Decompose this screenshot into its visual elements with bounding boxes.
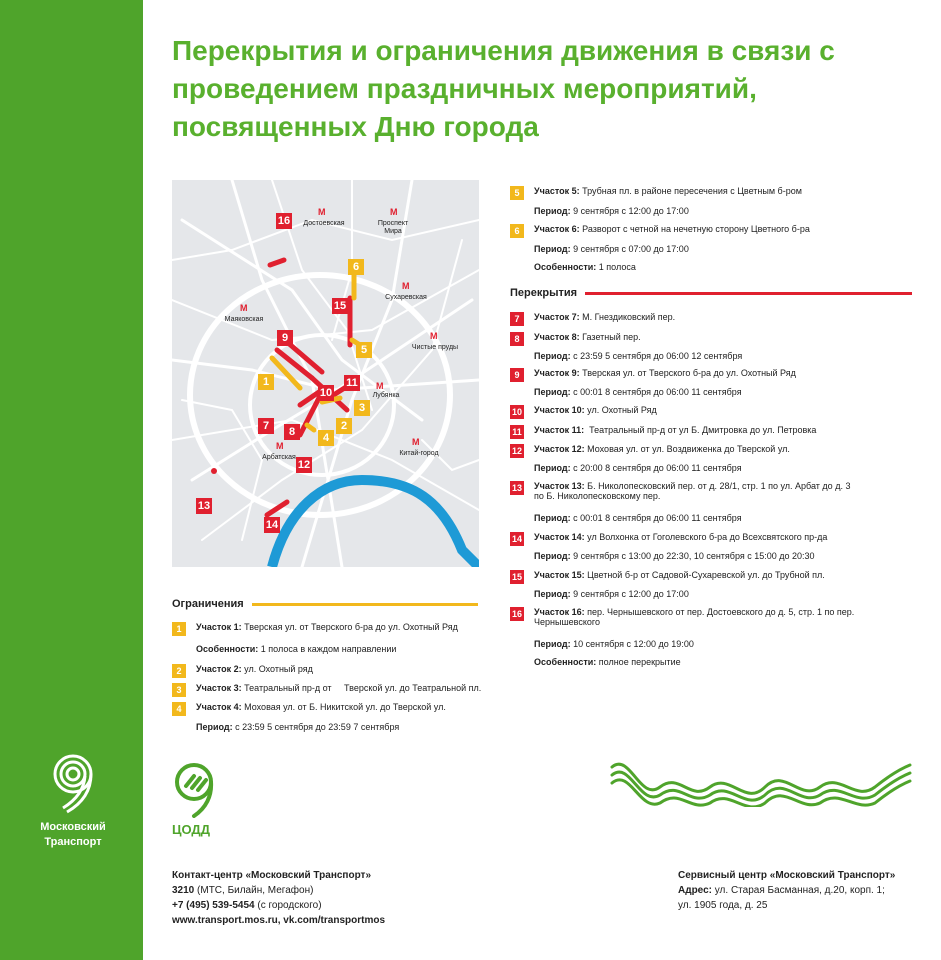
metro-icon: М <box>402 281 410 291</box>
list-item <box>510 570 910 589</box>
list-item <box>510 186 910 206</box>
section-number-badge: 8 <box>510 332 524 346</box>
detail-value: 1 полоса в каждом направлении <box>260 644 397 654</box>
section-title: Участок 13: <box>534 481 585 491</box>
detail-value: 9 сентября с 07:00 до 17:00 <box>573 244 689 254</box>
detail-key: Период: <box>534 387 571 397</box>
service-center-block <box>678 868 918 913</box>
section-detail <box>510 513 910 532</box>
detail-key: Особенности: <box>534 262 597 272</box>
section-text: ул Волхонка от Гоголевского б-ра до Всехсвятского пр-да <box>587 532 828 542</box>
detail-key: Период: <box>534 589 571 599</box>
map-marker-2: 2 <box>336 418 352 434</box>
detail-value: 10 сентября с 12:00 до 19:00 <box>573 639 694 649</box>
section-number-badge: 2 <box>172 664 186 678</box>
section-number-badge: 16 <box>511 609 522 619</box>
section-number-badge: 1 <box>172 622 186 636</box>
metro-icon: М <box>276 441 284 451</box>
metro-icon: М <box>376 381 384 391</box>
section-title: Участок 1: <box>196 622 242 632</box>
list-item <box>172 664 502 683</box>
map-marker-11: 11 <box>344 375 360 391</box>
section-text: ул. Охотный Ряд <box>587 405 657 415</box>
section-title: Участок 11: <box>534 425 585 435</box>
detail-key: Период: <box>534 639 571 649</box>
map-marker-3: 3 <box>354 400 370 416</box>
detail-key: Период: <box>534 206 571 216</box>
section-title: Участок 8: <box>534 332 580 342</box>
map-marker-7: 7 <box>258 418 274 434</box>
list-item <box>510 332 910 351</box>
detail-value: с 23:59 5 сентября до 23:59 7 сентября <box>235 722 400 732</box>
codd-label: ЦОДД <box>172 822 210 837</box>
section-number-badge: 6 <box>510 224 524 238</box>
map-marker-14: 14 <box>265 519 279 531</box>
detail-key: Особенности: <box>196 644 259 654</box>
section-text: Тверская ул. от Тверского б-ра до ул. Охотный Ряд <box>244 622 458 632</box>
list-item <box>172 702 502 722</box>
section-detail <box>510 551 910 570</box>
map-marker-13: 13 <box>197 500 211 512</box>
detail-value: 9 сентября с 12:00 до 17:00 <box>573 589 689 599</box>
contact-center-block <box>172 868 502 928</box>
section-detail <box>510 206 910 224</box>
section-number-badge: 9 <box>510 368 524 382</box>
restrictions-list <box>172 622 502 732</box>
address-line-1: ул. Старая Басманная, д.20, корп. 1; <box>714 885 885 896</box>
list-item <box>510 481 910 513</box>
list-item <box>172 683 502 702</box>
address-label: Адрес: <box>678 885 712 896</box>
section-text: Моховая ул. от ул. Воздвиженка до Тверской ул. <box>587 444 790 454</box>
section-text: Цветной б-р от Садовой-Сухаревской ул. до Трубной пл. <box>587 570 825 580</box>
metro-prospekt-mira: Проспект Мира <box>377 220 409 235</box>
section-detail <box>510 387 910 405</box>
section-text: Трубная пл. в районе пересечения с Цветным б-ром <box>582 186 802 196</box>
section-title: Участок 10: <box>534 405 585 415</box>
short-number-note: (МТС, Билайн, Мегафон) <box>197 885 314 896</box>
detail-value: с 00:01 8 сентября до 06:00 11 сентября <box>573 513 742 523</box>
detail-value: 9 сентября с 12:00 до 17:00 <box>573 206 689 216</box>
section-detail <box>172 722 502 732</box>
section-detail <box>510 463 910 481</box>
list-item <box>510 368 910 387</box>
metro-icon: М <box>240 303 248 313</box>
section-title: Участок 14: <box>534 532 585 542</box>
closures-divider <box>585 292 912 295</box>
section-detail <box>510 244 910 262</box>
detail-value: 1 полоса <box>598 262 636 272</box>
section-detail <box>510 262 910 272</box>
section-text: Театральный пр-д от Тверской ул. до Театральной пл. <box>244 683 482 693</box>
metro-kitay-gorod: Китай-город <box>399 450 439 457</box>
green-sidebar <box>0 0 143 960</box>
detail-value: с 23:59 5 сентября до 06:00 12 сентября <box>573 351 743 361</box>
detail-key: Период: <box>534 551 571 561</box>
phone-number: +7 (495) 539-5454 <box>172 900 255 911</box>
section-text: М. Гнездиковский пер. <box>582 312 676 322</box>
section-number-badge: 5 <box>510 186 524 200</box>
restrictions-divider <box>252 603 478 606</box>
detail-key: Период: <box>534 351 571 361</box>
section-title: Участок 6: <box>534 224 580 234</box>
section-text: Театральный пр-д от ул Б. Дмитровка до ул. Петровка <box>586 425 817 435</box>
wave-pattern-icon <box>610 757 912 807</box>
detail-key: Период: <box>534 513 571 523</box>
map-marker-9: 9 <box>277 330 293 346</box>
detail-key: Период: <box>196 722 233 732</box>
section-text: Моховая ул. от Б. Никитской ул. до Тверской ул. <box>244 702 446 712</box>
restrictions-heading <box>172 598 478 610</box>
section-number-badge: 4 <box>172 702 186 716</box>
map-marker-10: 10 <box>319 387 333 399</box>
map-marker-5: 5 <box>356 342 372 358</box>
metro-arbatskaya: Арбатская <box>262 454 296 461</box>
section-number-badge: 11 <box>510 425 524 439</box>
list-item <box>510 425 910 444</box>
map-marker-6: 6 <box>348 259 364 275</box>
map-marker-1: 1 <box>258 374 274 390</box>
section-detail <box>510 351 910 368</box>
metro-icon: М <box>318 207 326 217</box>
metro-chistye-prudy: Чистые пруды <box>411 344 459 351</box>
map-background <box>172 180 479 567</box>
codd-nine-icon <box>172 762 222 818</box>
detail-value: с 20:00 8 сентября до 06:00 11 сентября <box>573 463 742 473</box>
section-number-badge: 7 <box>510 312 524 326</box>
restrictions-top-list <box>510 186 910 272</box>
section-text: пер. Чернышевского от пер. Достоевского до д. 5, стр. 1 по пер. Чернышевского <box>534 607 855 627</box>
list-item <box>510 607 910 639</box>
section-title: Участок 12: <box>534 444 585 454</box>
section-detail <box>510 639 910 657</box>
moscow-transport-logo <box>28 752 118 849</box>
section-number-badge: 12 <box>511 446 522 456</box>
section-title: Участок 16: <box>534 607 585 617</box>
list-item <box>510 405 910 425</box>
list-item <box>510 532 910 551</box>
section-title: Участок 2: <box>196 664 242 674</box>
closures-heading <box>510 287 912 299</box>
section-text: Тверская ул. от Тверского б-ра до ул. Охотный Ряд <box>582 368 796 378</box>
map-marker-15: 15 <box>333 300 347 312</box>
road-map <box>172 180 479 567</box>
section-text: ул. Охотный ряд <box>244 664 313 674</box>
codd-logo <box>172 762 232 842</box>
closures-heading-text: Перекрытия <box>510 287 578 299</box>
page-title: Перекрытия и ограничения движения в связи с проведением праздничных мероприятий, посвященных Дню города <box>172 35 835 142</box>
section-title: Участок 9: <box>534 368 580 378</box>
phone-note: (с городского) <box>257 900 322 911</box>
detail-key: Период: <box>534 463 571 473</box>
service-center-title: Сервисный центр «Московский Транспорт» <box>678 870 896 881</box>
logo-label-2: Транспорт <box>44 836 102 848</box>
metro-icon: М <box>430 331 438 341</box>
detail-value: полное перекрытие <box>598 657 681 667</box>
metro-dostoevskaya: Достоевская <box>303 220 345 227</box>
section-title: Участок 5: <box>534 186 580 196</box>
metro-icon: М <box>390 207 398 217</box>
closures-list <box>510 312 910 667</box>
map-marker-4: 4 <box>318 430 334 446</box>
section-number-badge: 3 <box>172 683 186 697</box>
logo-label-1: Московский <box>40 821 106 833</box>
section-text: Газетный пер. <box>582 332 641 342</box>
list-item <box>172 622 502 644</box>
short-number: 3210 <box>172 885 195 896</box>
nine-logo-icon <box>43 752 103 814</box>
map-marker-16: 16 <box>277 215 291 227</box>
list-item <box>510 312 910 332</box>
detail-key: Особенности: <box>534 657 597 667</box>
section-number-badge: 14 <box>511 534 522 544</box>
metro-lubyanka: Лубянка <box>372 392 400 399</box>
detail-value: с 00:01 8 сентября до 06:00 11 сентября <box>573 387 742 397</box>
list-item <box>510 444 910 463</box>
restrictions-heading-text: Ограничения <box>172 598 244 610</box>
section-detail <box>510 589 910 607</box>
section-title: Участок 4: <box>196 702 242 712</box>
contact-center-title: Контакт-центр «Московский Транспорт» <box>172 870 372 881</box>
metro-icon: М <box>412 437 420 447</box>
metro-sukharevskaya: Сухаревская <box>385 294 427 301</box>
section-number-badge: 13 <box>511 483 522 493</box>
list-item <box>510 224 910 244</box>
section-title: Участок 15: <box>534 570 585 580</box>
section-detail <box>510 657 910 667</box>
address-line-2: ул. 1905 года, д. 25 <box>678 900 768 911</box>
section-title: Участок 7: <box>534 312 580 322</box>
section-number-badge: 10 <box>511 407 522 417</box>
detail-key: Период: <box>534 244 571 254</box>
section-number-badge: 15 <box>511 572 522 582</box>
section-text: Разворот с четной на нечетную сторону Цветного б-ра <box>582 224 810 234</box>
section-title: Участок 3: <box>196 683 242 693</box>
map-marker-12: 12 <box>297 459 311 471</box>
metro-mayakovskaya: Маяковская <box>224 316 264 323</box>
section-detail <box>172 644 502 664</box>
detail-value: 9 сентября с 13:00 до 22:30, 10 сентября с 15:00 до 20:30 <box>573 551 815 561</box>
section-text: Б. Николопесковский пер. от д. 28/1, стр. 1 по ул. Арбат до д. 3 по Б. Николопесковскому пер. <box>534 481 851 501</box>
map-marker-8: 8 <box>284 424 300 440</box>
website-links[interactable]: www.transport.mos.ru, vk.com/transportmos <box>172 915 386 926</box>
